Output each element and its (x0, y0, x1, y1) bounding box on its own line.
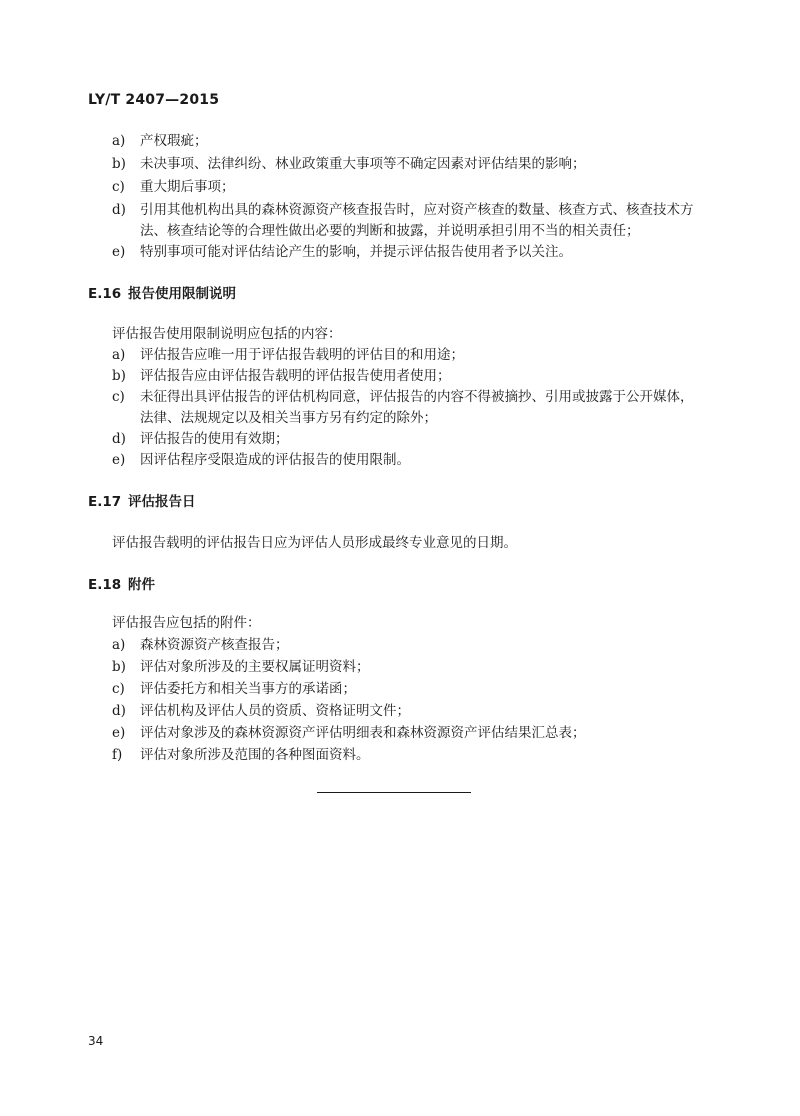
list-item-continuation: 法、核查结论等的合理性做出必要的判断和披露，并说明承担引用不当的相关责任； (140, 223, 640, 239)
item-label: c) (112, 681, 125, 697)
end-of-document-rule (317, 792, 471, 793)
item-text: 评估对象所涉及范围的各种图面资料。 (140, 747, 370, 763)
item-text: 引用其他机构出具的森林资源资产核查报告时，应对资产核查的数量、核查方式、核查技术方 (140, 202, 694, 218)
list-item (112, 702, 410, 720)
item-text: 重大期后事项； (140, 179, 235, 195)
item-text: 评估对象所涉及的主要权属证明资料； (140, 659, 370, 675)
page-number: 34 (88, 1034, 104, 1048)
list-item (112, 746, 370, 764)
list-item (112, 132, 208, 150)
list-item (112, 178, 235, 196)
item-text: 评估委托方和相关当事方的承诺函； (140, 681, 356, 697)
section-body: 评估报告载明的评估报告日应为评估人员形成最终专业意见的日期。 (112, 535, 517, 551)
item-label: d) (112, 703, 126, 719)
item-text: 评估报告应由评估报告载明的评估报告使用者使用； (140, 368, 451, 384)
section-heading (88, 576, 155, 594)
section-intro: 评估报告使用限制说明应包括的内容： (112, 326, 342, 342)
item-label: c) (112, 389, 125, 405)
list-item (112, 680, 356, 698)
item-text: 产权瑕疵； (140, 133, 208, 149)
item-label: a) (112, 637, 126, 653)
item-label: e) (112, 725, 126, 741)
list-item (112, 636, 289, 654)
list-item (112, 430, 289, 448)
section-number: E.16 (88, 286, 122, 302)
item-label: c) (112, 179, 125, 195)
item-label: d) (112, 431, 126, 447)
item-text: 森林资源资产核查报告； (140, 637, 289, 653)
item-text: 评估报告应唯一用于评估报告载明的评估目的和用途； (140, 347, 464, 363)
list-item (112, 155, 586, 173)
section-title: 评估报告日 (128, 494, 196, 510)
list-item (112, 388, 694, 406)
item-text: 特别事项可能对评估结论产生的影响，并提示评估报告使用者予以关注。 (140, 244, 572, 260)
item-text: 未征得出具评估报告的评估机构同意，评估报告的内容不得被摘抄、引用或披露于公开媒体， (140, 389, 694, 405)
item-label: b) (112, 156, 126, 172)
section-number: E.17 (88, 494, 122, 510)
section-intro: 评估报告应包括的附件： (112, 615, 261, 631)
item-label: b) (112, 368, 126, 384)
list-item (112, 658, 370, 676)
item-text: 评估对象涉及的森林资源资产评估明细表和森林资源资产评估结果汇总表； (140, 725, 586, 741)
item-label: e) (112, 452, 126, 468)
list-item (112, 201, 694, 219)
list-item (112, 346, 464, 364)
list-item (112, 367, 451, 385)
item-label: f) (112, 747, 123, 763)
item-label: b) (112, 659, 126, 675)
item-label: a) (112, 347, 126, 363)
section-heading (88, 285, 236, 303)
list-item (112, 243, 572, 261)
item-text: 评估报告的使用有效期； (140, 431, 289, 447)
section-title: 报告使用限制说明 (128, 286, 236, 302)
list-item-continuation: 法律、法规规定以及相关当事方另有约定的除外； (140, 410, 437, 426)
list-item (112, 724, 586, 742)
section-title: 附件 (128, 577, 155, 593)
standard-code: LY/T 2407—2015 (88, 92, 220, 108)
item-text: 因评估程序受限造成的评估报告的使用限制。 (140, 452, 410, 468)
item-label: e) (112, 244, 126, 260)
section-heading (88, 493, 196, 511)
list-item (112, 451, 410, 469)
item-text: 评估机构及评估人员的资质、资格证明文件； (140, 703, 410, 719)
item-label: d) (112, 202, 126, 218)
item-text: 未决事项、法律纠纷、林业政策重大事项等不确定因素对评估结果的影响； (140, 156, 586, 172)
item-label: a) (112, 133, 126, 149)
section-number: E.18 (88, 577, 122, 593)
